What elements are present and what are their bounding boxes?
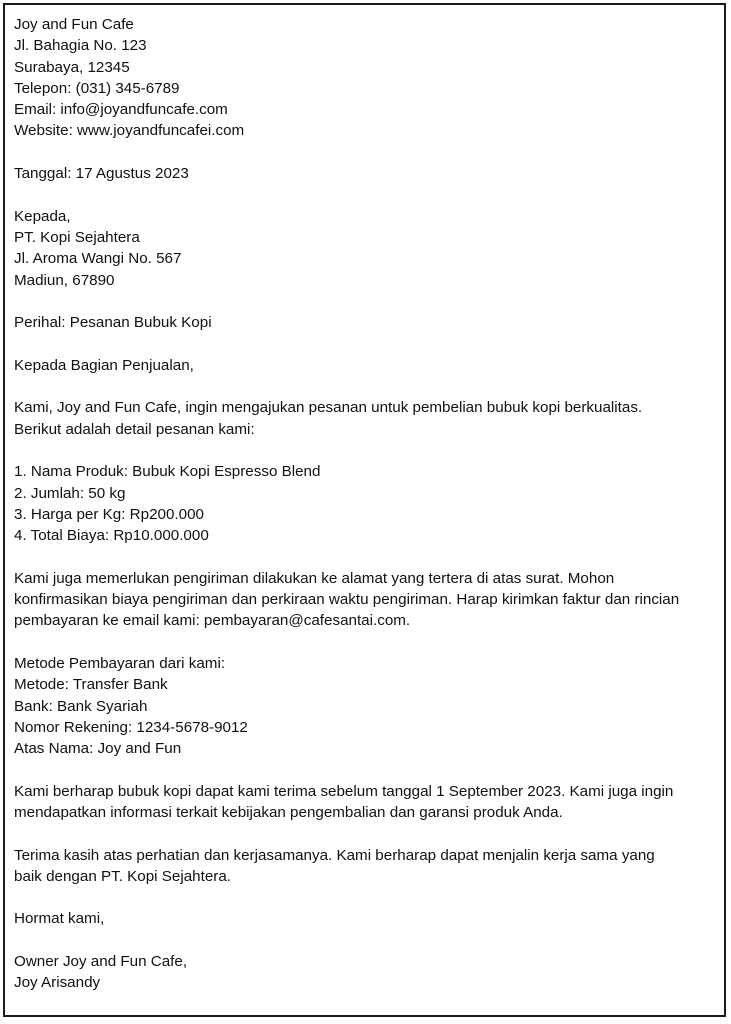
recipient-salutation: Kepada,: [14, 207, 71, 225]
letter-page: [3, 3, 726, 1017]
sender-phone: Telepon: (031) 345-6789: [14, 79, 180, 97]
order-item: 1. Nama Produk: Bubuk Kopi Espresso Blend: [14, 463, 321, 481]
request-paragraph: [14, 781, 716, 824]
sender-block: [14, 14, 716, 142]
thanks-line: baik dengan PT. Kopi Sejahtera.: [14, 867, 231, 885]
letter-subject: Perihal: Pesanan Bubuk Kopi: [14, 314, 212, 332]
order-list: [14, 461, 716, 546]
letter-greeting: Kepada Bagian Penjualan,: [14, 356, 194, 374]
recipient-city: Madiun, 67890: [14, 271, 115, 289]
recipient-block: [14, 206, 716, 291]
signature-block: [14, 951, 716, 994]
payment-heading: Metode Pembayaran dari kami:: [14, 654, 226, 672]
signature-title: Owner Joy and Fun Cafe,: [14, 953, 188, 971]
order-item: 3. Harga per Kg: Rp200.000: [14, 505, 204, 523]
spacer: [14, 184, 716, 205]
spacer: [14, 291, 716, 312]
sender-name: Joy and Fun Cafe: [14, 16, 134, 33]
thanks-line: Terima kasih atas perhatian dan kerjasamanya. Kami berharap dapat menjalin kerja sama yang: [14, 846, 655, 864]
order-item: 4. Total Biaya: Rp10.000.000: [14, 527, 209, 545]
shipping-line: konfirmasikan biaya pengiriman dan perkiraan waktu pengiriman. Harap kirimkan faktur dan rincian: [14, 591, 680, 609]
shipping-paragraph: [14, 568, 716, 632]
intro-line: Kami, Joy and Fun Cafe, ingin mengajukan pesanan untuk pembelian bubuk kopi berkualitas.: [14, 399, 643, 417]
spacer: [14, 759, 716, 780]
sender-address: Jl. Bahagia No. 123: [14, 37, 147, 55]
spacer: [14, 142, 716, 163]
spacer: [14, 887, 716, 908]
request-line: Kami berharap bubuk kopi dapat kami terima sebelum tanggal 1 September 2023. Kami juga ingin: [14, 782, 674, 800]
spacer: [14, 930, 716, 951]
recipient-company: PT. Kopi Sejahtera: [14, 228, 140, 246]
intro-line: Berikut adalah detail pesanan kami:: [14, 420, 255, 438]
spacer: [14, 333, 716, 354]
recipient-address: Jl. Aroma Wangi No. 567: [14, 250, 182, 268]
letter-closing: Hormat kami,: [14, 910, 105, 928]
order-item: 2. Jumlah: 50 kg: [14, 484, 126, 502]
payment-block: [14, 653, 716, 759]
signature-name: Joy Arisandy: [14, 974, 101, 992]
intro-paragraph: [14, 397, 716, 440]
shipping-line: Kami juga memerlukan pengiriman dilakukan ke alamat yang tertera di atas surat. Mohon: [14, 569, 615, 587]
payment-holder: Atas Nama: Joy and Fun: [14, 740, 182, 758]
letter-date: Tanggal: 17 Agustus 2023: [14, 165, 189, 183]
sender-email: Email: info@joyandfuncafe.com: [14, 101, 228, 119]
spacer: [14, 546, 716, 567]
shipping-line: pembayaran ke email kami: pembayaran@cafesantai.com.: [14, 612, 411, 630]
request-line: mendapatkan informasi terkait kebijakan pengembalian dan garansi produk Anda.: [14, 803, 563, 821]
payment-account: Nomor Rekening: 1234-5678-9012: [14, 718, 248, 736]
sender-website: Website: www.joyandfuncafei.com: [14, 122, 245, 140]
spacer: [14, 440, 716, 461]
spacer: [14, 632, 716, 653]
spacer: [14, 823, 716, 844]
payment-method: Metode: Transfer Bank: [14, 676, 168, 694]
thanks-paragraph: [14, 845, 716, 888]
spacer: [14, 376, 716, 397]
payment-bank: Bank: Bank Syariah: [14, 697, 148, 715]
sender-city: Surabaya, 12345: [14, 58, 130, 76]
